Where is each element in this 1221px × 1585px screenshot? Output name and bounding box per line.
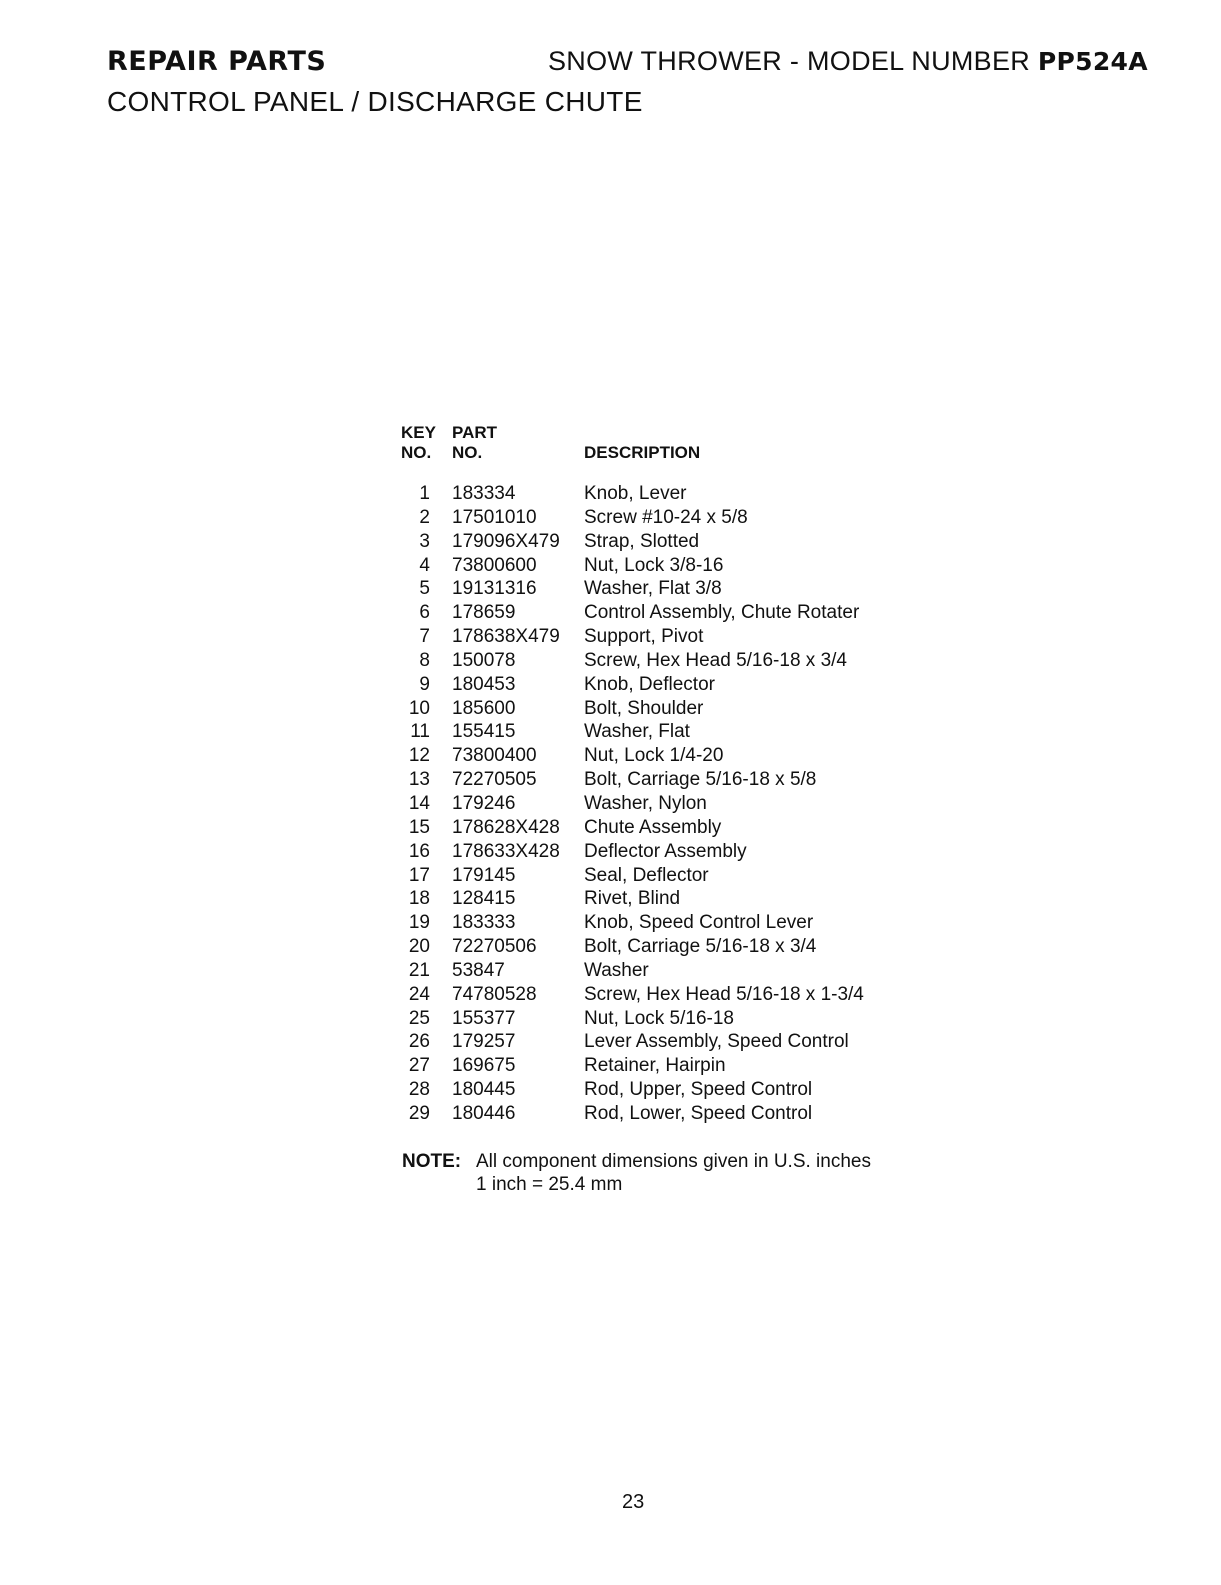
key-no-cell: 9	[419, 673, 430, 695]
table-row	[400, 983, 920, 1007]
key-no-cell: 19	[408, 912, 430, 934]
header-model-prefix: SNOW THROWER - MODEL NUMBER	[548, 46, 1038, 76]
key-no-cell: 10	[408, 697, 430, 719]
description-cell: Washer, Flat	[584, 721, 690, 743]
table-row	[400, 697, 920, 721]
column-header-key-no	[401, 423, 436, 463]
column-header-part-bottom: NO.	[452, 443, 483, 462]
description-cell: Knob, Lever	[584, 483, 687, 504]
table-row	[400, 864, 920, 888]
key-no-cell: 28	[408, 1079, 430, 1101]
table-row	[400, 744, 920, 768]
description-cell: Strap, Slotted	[584, 530, 700, 552]
description-cell: Knob, Speed Control Lever	[584, 912, 814, 934]
column-header-part-top: PART	[452, 423, 498, 442]
table-row	[400, 1007, 920, 1031]
table-row	[400, 482, 920, 506]
key-no-cell: 18	[408, 888, 430, 910]
description-cell: Nut, Lock 1/4-20	[584, 745, 724, 767]
column-header-key-bottom: NO.	[401, 443, 432, 462]
description-cell: Washer	[584, 959, 649, 981]
key-no-cell: 16	[408, 840, 430, 862]
table-row	[400, 625, 920, 649]
table-row	[400, 768, 920, 792]
header-model-number: PP524A	[1037, 47, 1148, 76]
description-cell: Bolt, Carriage 5/16-18 x 5/8	[584, 769, 817, 791]
part-no-cell: 73800400	[452, 745, 537, 767]
part-no-cell: 179257	[452, 1031, 516, 1053]
description-cell: Rod, Upper, Speed Control	[584, 1079, 813, 1101]
table-row	[400, 1030, 920, 1054]
column-header-description: DESCRIPTION	[584, 443, 701, 462]
part-no-cell: 72270505	[452, 769, 537, 791]
key-no-cell: 27	[408, 1055, 430, 1077]
description-cell: Knob, Deflector	[584, 673, 715, 695]
key-no-cell: 13	[408, 769, 430, 791]
table-row	[400, 816, 920, 840]
part-no-cell: 17501010	[452, 506, 537, 528]
part-no-cell: 178659	[452, 602, 516, 624]
part-no-cell: 72270506	[452, 936, 537, 958]
part-no-cell: 53847	[452, 959, 505, 981]
table-row	[400, 1078, 920, 1102]
column-header-key-top: KEY	[401, 423, 436, 442]
part-no-cell: 183333	[452, 912, 516, 934]
key-no-cell: 3	[419, 530, 430, 552]
part-no-cell: 178628X428	[452, 816, 560, 838]
table-row	[400, 840, 920, 864]
part-no-cell: 150078	[452, 649, 516, 671]
table-row	[400, 649, 920, 673]
part-no-cell: 185600	[452, 697, 516, 719]
key-no-cell: 7	[419, 626, 430, 648]
key-no-cell: 2	[419, 506, 430, 528]
key-no-cell: 14	[408, 792, 430, 814]
description-cell: Seal, Deflector	[584, 864, 709, 886]
parts-list-table	[400, 482, 920, 1126]
description-cell: Bolt, Carriage 5/16-18 x 3/4	[584, 936, 817, 958]
header-model-line	[548, 46, 1148, 77]
part-no-cell: 183334	[452, 483, 516, 504]
note-line-1: All component dimensions given in U.S. inches	[476, 1151, 871, 1172]
key-no-cell: 1	[419, 483, 430, 504]
table-row	[400, 935, 920, 959]
key-no-cell: 17	[408, 864, 430, 886]
part-no-cell: 178638X479	[452, 626, 560, 648]
key-no-cell: 4	[419, 554, 430, 576]
part-no-cell: 180453	[452, 673, 516, 695]
table-row	[400, 554, 920, 578]
parts-list-body	[400, 482, 920, 1126]
description-cell: Retainer, Hairpin	[584, 1055, 726, 1077]
table-row	[400, 530, 920, 554]
part-no-cell: 180445	[452, 1079, 516, 1101]
part-no-cell: 179246	[452, 792, 516, 814]
description-cell: Control Assembly, Chute Rotater	[584, 602, 860, 624]
part-no-cell: 178633X428	[452, 840, 560, 862]
table-row	[400, 1102, 920, 1126]
description-cell: Washer, Flat 3/8	[584, 578, 722, 600]
table-row	[400, 506, 920, 530]
description-cell: Support, Pivot	[584, 626, 704, 648]
page-number: 23	[622, 1491, 645, 1513]
description-cell: Nut, Lock 5/16-18	[584, 1007, 734, 1029]
table-row	[400, 887, 920, 911]
section-title: CONTROL PANEL / DISCHARGE CHUTE	[107, 86, 643, 117]
key-no-cell: 29	[408, 1102, 430, 1124]
key-no-cell: 24	[408, 983, 430, 1005]
table-row	[400, 911, 920, 935]
key-no-cell: 21	[408, 959, 430, 981]
table-row	[400, 601, 920, 625]
description-cell: Rivet, Blind	[584, 888, 681, 910]
table-row	[400, 720, 920, 744]
part-no-cell: 19131316	[452, 578, 537, 600]
key-no-cell: 8	[419, 649, 430, 671]
key-no-cell: 5	[419, 578, 430, 600]
key-no-cell: 6	[419, 602, 430, 624]
part-no-cell: 128415	[452, 888, 516, 910]
key-no-cell: 12	[408, 745, 430, 767]
description-cell: Screw, Hex Head 5/16-18 x 1-3/4	[584, 983, 864, 1005]
table-row	[400, 1054, 920, 1078]
part-no-cell: 179096X479	[452, 530, 560, 552]
table-row	[400, 577, 920, 601]
description-cell: Lever Assembly, Speed Control	[584, 1031, 849, 1053]
part-no-cell: 155415	[452, 721, 516, 743]
description-cell: Washer, Nylon	[584, 792, 707, 814]
key-no-cell: 15	[408, 816, 430, 838]
key-no-cell: 25	[408, 1007, 430, 1029]
part-no-cell: 179145	[452, 864, 516, 886]
description-cell: Bolt, Shoulder	[584, 697, 704, 719]
part-no-cell: 155377	[452, 1007, 516, 1029]
description-cell: Rod, Lower, Speed Control	[584, 1102, 813, 1124]
description-cell: Deflector Assembly	[584, 840, 747, 862]
header-repair-parts: REPAIR PARTS	[107, 46, 327, 77]
table-row	[400, 959, 920, 983]
table-row	[400, 792, 920, 816]
key-no-cell: 11	[410, 721, 430, 743]
description-cell: Chute Assembly	[584, 816, 722, 838]
table-row	[400, 673, 920, 697]
note-label: NOTE:	[402, 1151, 462, 1172]
note-line-2: 1 inch = 25.4 mm	[476, 1174, 623, 1195]
part-no-cell: 180446	[452, 1102, 516, 1124]
description-cell: Screw, Hex Head 5/16-18 x 3/4	[584, 649, 847, 671]
description-cell: Screw #10-24 x 5/8	[584, 506, 748, 528]
key-no-cell: 20	[408, 936, 430, 958]
part-no-cell: 73800600	[452, 554, 537, 576]
key-no-cell: 26	[408, 1031, 430, 1053]
description-cell: Nut, Lock 3/8-16	[584, 554, 724, 576]
column-header-part-no	[452, 423, 497, 463]
part-no-cell: 169675	[452, 1055, 516, 1077]
part-no-cell: 74780528	[452, 983, 537, 1005]
